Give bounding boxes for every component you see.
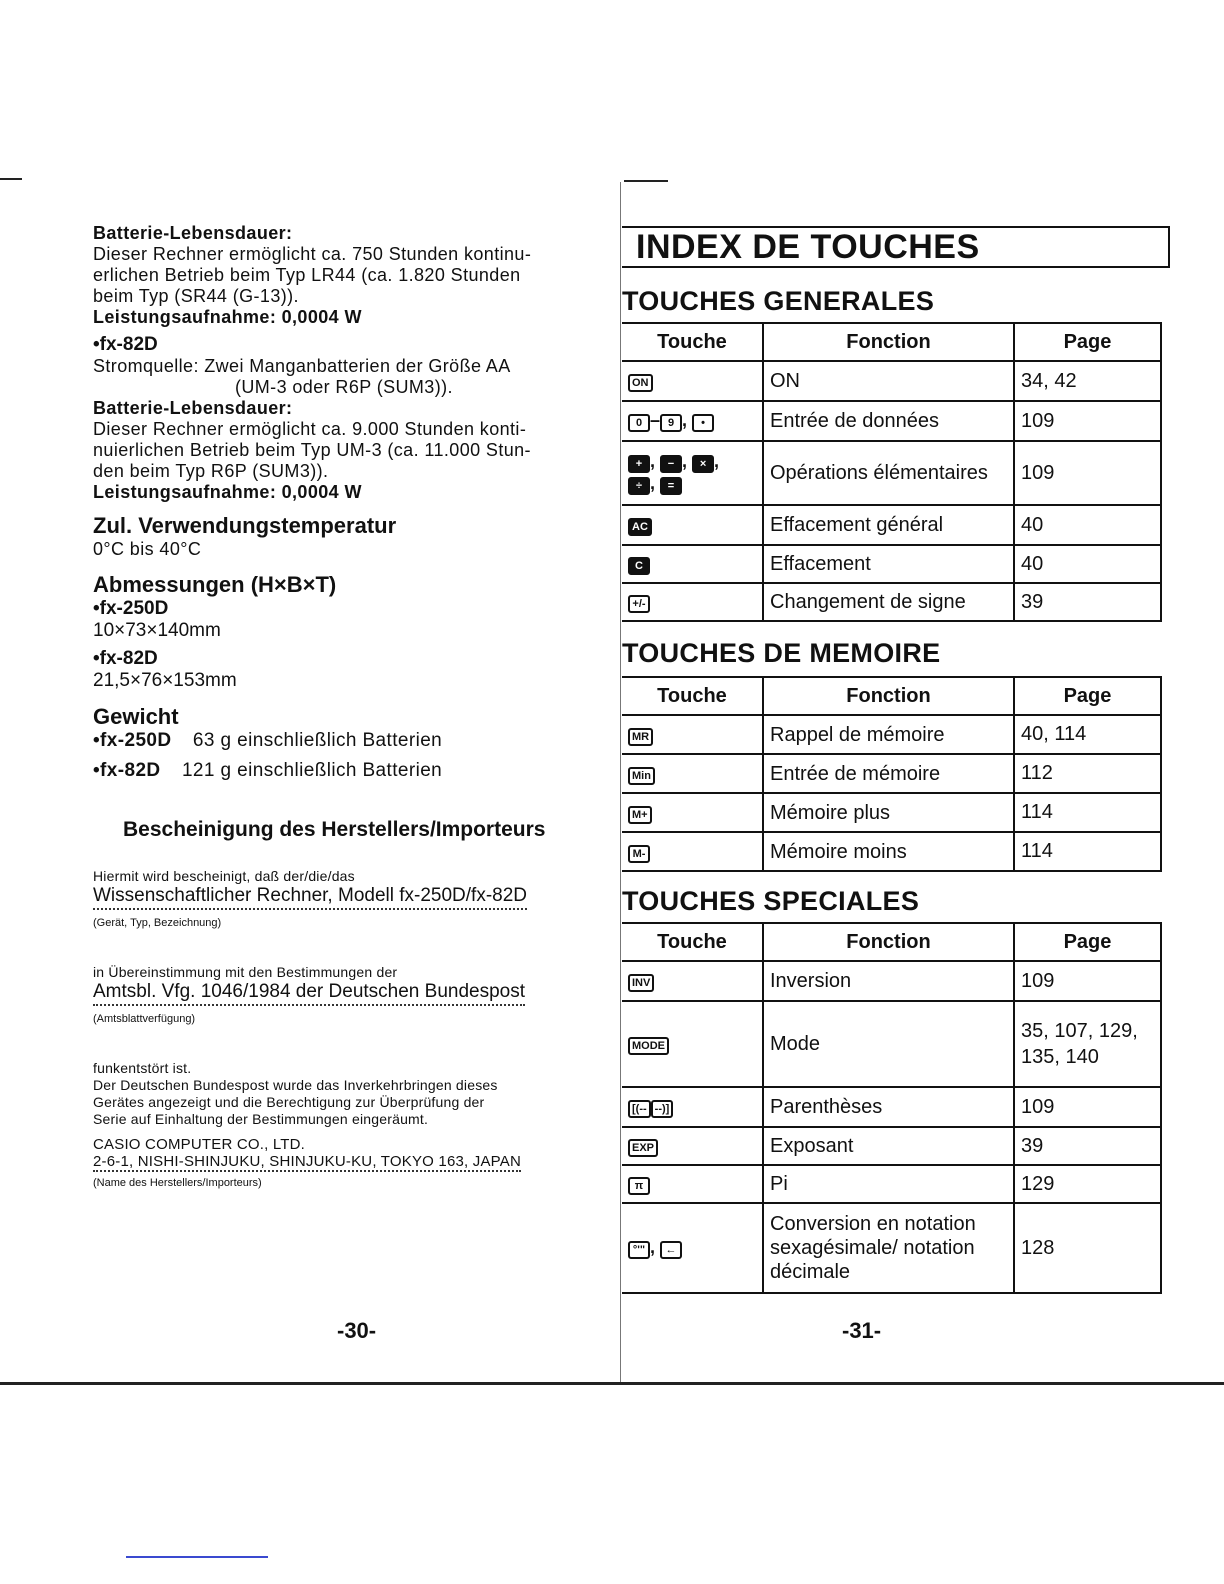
memory-keys-table	[622, 676, 1162, 872]
table-row	[622, 441, 1161, 505]
memory-minus-key-icon: M-	[628, 845, 650, 863]
page-cell: 40	[1014, 505, 1161, 545]
section-title-memory: TOUCHES DE MEMOIRE	[622, 638, 941, 668]
function-cell: Inversion	[763, 961, 1014, 1001]
table-row	[622, 1127, 1161, 1165]
page-gutter	[620, 182, 621, 1382]
header-function: Fonction	[763, 677, 1014, 715]
decimal-conversion-key-icon: ←	[660, 1241, 682, 1259]
page-cell: 39	[1014, 1127, 1161, 1165]
plus-key-icon: +	[628, 455, 650, 473]
battery-life-line: Dieser Rechner ermöglicht ca. 9.000 Stunden konti-	[93, 419, 527, 439]
certificate-device: Wissenschaftlicher Rechner, Modell fx-250D/fx-82D	[93, 885, 527, 910]
key-cell	[622, 715, 763, 754]
power-consumption: Leistungsaufnahme: 0,0004 W	[93, 307, 362, 327]
page-corner-mark-right	[624, 180, 668, 182]
address-caption: (Name des Herstellers/Importeurs)	[93, 1177, 262, 1189]
equals-key-icon: =	[660, 477, 682, 495]
weight-row	[93, 730, 620, 752]
multiply-key-icon: ×	[692, 455, 714, 473]
battery-life-line: nuierlichen Betrieb beim Typ UM-3 (ca. 11.000 Stun-	[93, 440, 531, 460]
header-function: Fonction	[763, 923, 1014, 961]
company-name: CASIO COMPUTER CO., LTD.	[93, 1136, 306, 1153]
temperature-heading: Zul. Verwendungstemperatur	[93, 513, 397, 538]
model-label: •fx-82D	[93, 334, 158, 355]
model-label: •fx-82D	[93, 760, 161, 781]
comma-glyph: ,	[682, 410, 688, 430]
special-keys-table	[622, 922, 1162, 1294]
key-cell	[622, 361, 763, 401]
header-key: Touche	[622, 923, 763, 961]
power-source-cont: (UM-3 oder R6P (SUM3)).	[235, 377, 453, 397]
page-cell: 39	[1014, 583, 1161, 621]
function-cell: Changement de signe	[763, 583, 1014, 621]
dimensions-value: 21,5×76×153mm	[93, 670, 237, 691]
memory-in-key-icon: Min	[628, 767, 655, 785]
table-row	[622, 961, 1161, 1001]
table-row	[622, 715, 1161, 754]
key-cell	[622, 754, 763, 793]
right-page	[622, 222, 1224, 1332]
memory-recall-key-icon: MR	[628, 728, 653, 746]
table-row	[622, 1165, 1161, 1203]
certificate-regulation: Amtsbl. Vfg. 1046/1984 der Deutschen Bundespost	[93, 981, 525, 1006]
battery-life-line: den beim Typ R6P (SUM3)).	[93, 461, 329, 481]
power-source: Stromquelle: Zwei Manganbatterien der Größe AA	[93, 356, 511, 376]
section-title-general: TOUCHES GENERALES	[622, 286, 935, 316]
battery-life-line: erlichen Betrieb beim Typ LR44 (ca. 1.820 Stunden	[93, 265, 521, 285]
table-row	[622, 1087, 1161, 1127]
section-title-special: TOUCHES SPECIALES	[622, 886, 920, 916]
table-row	[622, 401, 1161, 441]
header-page: Page	[1014, 323, 1161, 361]
page-cell: 40	[1014, 545, 1161, 583]
table-row	[622, 1001, 1161, 1087]
header-function: Fonction	[763, 323, 1014, 361]
table-row	[622, 832, 1161, 871]
function-cell: Conversion en notation sexagésimale/ notation décimale	[763, 1203, 1014, 1293]
page-cell: 35, 107, 129, 135, 140	[1014, 1001, 1161, 1087]
clear-key-icon: C	[628, 557, 650, 575]
certificate-notice-line: Gerätes angezeigt und die Berechtigung zur Überprüfung der	[93, 1094, 485, 1110]
function-cell: Effacement	[763, 545, 1014, 583]
temperature-value: 0°C bis 40°C	[93, 539, 202, 559]
table-row	[622, 1203, 1161, 1293]
battery-life-heading: Batterie-Lebensdauer:	[93, 398, 293, 418]
close-paren-key-icon: --)]	[651, 1100, 674, 1118]
page-number-left: -30-	[337, 1318, 377, 1343]
model-label: •fx-250D	[93, 730, 172, 751]
table-row	[622, 754, 1161, 793]
weight-row	[93, 760, 620, 782]
page-cell: 34, 42	[1014, 361, 1161, 401]
battery-life-line: Dieser Rechner ermöglicht ca. 750 Stunden kontinu-	[93, 244, 532, 264]
function-cell: Mémoire plus	[763, 793, 1014, 832]
certificate-intro: Hiermit wird bescheinigt, daß der/die/das	[93, 868, 355, 884]
page-cell: 109	[1014, 441, 1161, 505]
function-cell: Opérations élémentaires	[763, 441, 1014, 505]
function-cell: Rappel de mémoire	[763, 715, 1014, 754]
sign-change-key-icon: +/-	[628, 595, 650, 613]
index-title: INDEX DE TOUCHES	[636, 228, 980, 266]
page-cell: 109	[1014, 961, 1161, 1001]
key-cell: °'" , ←	[622, 1203, 763, 1293]
scan-artifact-line	[126, 1556, 268, 1558]
inverse-key-icon: INV	[628, 974, 654, 992]
function-cell: Mode	[763, 1001, 1014, 1087]
function-cell: Parenthèses	[763, 1087, 1014, 1127]
index-title-box	[622, 226, 1170, 268]
model-label: •fx-250D	[93, 598, 169, 619]
on-key-icon: ON	[628, 374, 653, 392]
header-page: Page	[1014, 677, 1161, 715]
exponent-key-icon: EXP	[628, 1139, 658, 1157]
open-paren-key-icon: [(--	[628, 1100, 651, 1118]
page-cell: 109	[1014, 401, 1161, 441]
key-cell: + , − , × , ÷ , =	[622, 441, 763, 505]
certificate-suppressed: funkentstört ist.	[93, 1060, 192, 1076]
function-cell: Pi	[763, 1165, 1014, 1203]
company-address: 2-6-1, NISHI-SHINJUKU, SHINJUKU-KU, TOKYO 163, JAPAN	[93, 1153, 521, 1170]
function-cell: Effacement général	[763, 505, 1014, 545]
page-cell: 109	[1014, 1087, 1161, 1127]
key-cell	[622, 793, 763, 832]
page-cell: 40, 114	[1014, 715, 1161, 754]
divide-key-icon: ÷	[628, 477, 650, 495]
key-cell	[622, 583, 763, 621]
decimal-point-key-icon: •	[692, 414, 714, 432]
header-key: Touche	[622, 677, 763, 715]
page-corner-mark	[0, 178, 22, 180]
key-cell	[622, 505, 763, 545]
battery-life-line: beim Typ (SR44 (G-13)).	[93, 286, 299, 306]
page-cell: 114	[1014, 832, 1161, 871]
left-page	[93, 223, 620, 1353]
key-cell	[622, 1087, 763, 1127]
function-cell: Entrée de mémoire	[763, 754, 1014, 793]
model-label: •fx-82D	[93, 648, 158, 669]
digit-9-key-icon: 9	[660, 414, 682, 432]
pi-key-icon: π	[628, 1177, 650, 1195]
function-cell: Mémoire moins	[763, 832, 1014, 871]
header-page: Page	[1014, 923, 1161, 961]
weight-value: 121 g einschließlich Batterien	[181, 760, 443, 781]
key-cell	[622, 832, 763, 871]
battery-life-heading: Batterie-Lebensdauer:	[93, 223, 293, 243]
table-row	[622, 361, 1161, 401]
dash-glyph: –	[650, 410, 661, 430]
page-cell: 129	[1014, 1165, 1161, 1203]
function-cell: ON	[763, 361, 1014, 401]
header-key: Touche	[622, 323, 763, 361]
memory-plus-key-icon: M+	[628, 806, 652, 824]
dimensions-value: 10×73×140mm	[93, 620, 221, 641]
certificate-heading: Bescheinigung des Herstellers/Importeurs	[123, 818, 546, 841]
key-cell	[622, 961, 763, 1001]
key-cell	[622, 1165, 763, 1203]
table-row	[622, 583, 1161, 621]
table-row	[622, 793, 1161, 832]
function-cell: Exposant	[763, 1127, 1014, 1165]
key-cell	[622, 401, 763, 441]
certificate-accord: in Übereinstimmung mit den Bestimmungen der	[93, 964, 398, 980]
table-row	[622, 545, 1161, 583]
power-consumption: Leistungsaufnahme: 0,0004 W	[93, 482, 362, 502]
digit-0-key-icon: 0	[628, 414, 650, 432]
key-cell	[622, 545, 763, 583]
page-cell: 128	[1014, 1203, 1161, 1293]
regulation-caption: (Amtsblattverfügung)	[93, 1013, 196, 1025]
weight-value: 63 g einschließlich Batterien	[192, 730, 443, 751]
device-caption: (Gerät, Typ, Bezeichnung)	[93, 917, 222, 929]
function-cell: Entrée de données	[763, 401, 1014, 441]
general-keys-table	[622, 322, 1162, 622]
certificate-notice-line: Serie auf Einhaltung der Bestimmungen eingeräumt.	[93, 1111, 429, 1127]
key-cell	[622, 1001, 763, 1087]
page-cell: 114	[1014, 793, 1161, 832]
sexagesimal-key-icon: °'"	[628, 1241, 650, 1259]
table-row	[622, 505, 1161, 545]
mode-key-icon: MODE	[628, 1037, 669, 1055]
certificate-notice-line: Der Deutschen Bundespost wurde das Inverkehrbringen dieses	[93, 1077, 498, 1093]
page-bottom-edge	[0, 1382, 1224, 1385]
minus-key-icon: −	[660, 455, 682, 473]
key-cell	[622, 1127, 763, 1165]
all-clear-key-icon: AC	[628, 518, 652, 536]
page-number-right: -31-	[842, 1318, 882, 1343]
page-cell: 112	[1014, 754, 1161, 793]
dimensions-heading: Abmessungen (H×B×T)	[93, 572, 337, 597]
weight-heading: Gewicht	[93, 704, 179, 729]
